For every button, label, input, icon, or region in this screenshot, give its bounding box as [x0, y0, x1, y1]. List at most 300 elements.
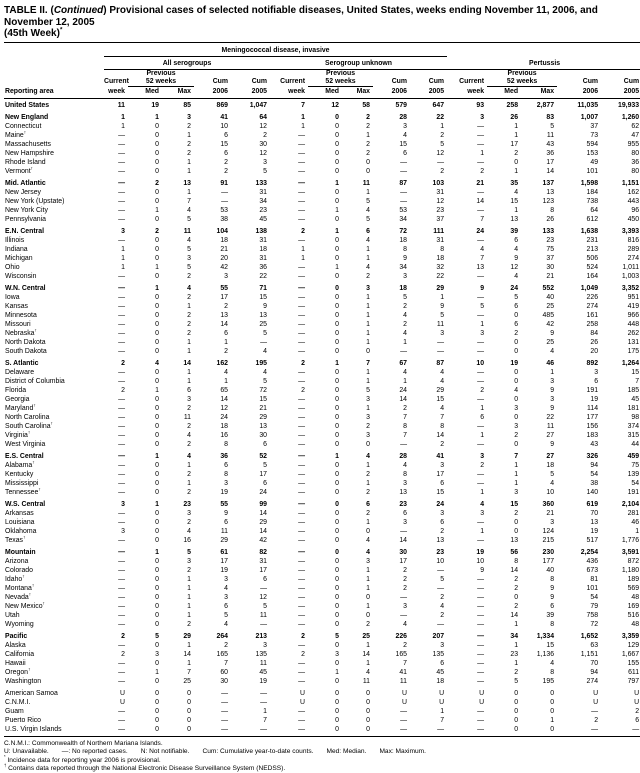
- value-cell: —: [477, 621, 485, 628]
- value-cell: 17: [510, 141, 519, 148]
- reporting-area-cell: Illinois: [5, 237, 25, 244]
- value-cell: 9: [550, 585, 555, 592]
- value-cell: 4: [514, 387, 519, 394]
- value-cell: 2: [187, 441, 191, 448]
- value-cell: 2: [224, 642, 228, 649]
- value-cell: 0: [155, 567, 159, 574]
- value-cell: —: [118, 303, 125, 310]
- value-cell: 264: [216, 633, 228, 640]
- reporting-area-cell: Pennsylvania: [5, 216, 46, 223]
- value-cell: —: [118, 285, 125, 292]
- value-cell: 6: [403, 510, 407, 517]
- value-cell: 104: [216, 228, 228, 235]
- value-cell: 0: [155, 330, 159, 337]
- value-cell: 1: [366, 642, 370, 649]
- value-cell: 24: [436, 501, 445, 508]
- value-cell: 966: [627, 312, 640, 319]
- value-cell: 29: [259, 519, 267, 526]
- value-cell: 2,877: [536, 102, 555, 109]
- table-row: [4, 440, 640, 449]
- value-cell: —: [298, 198, 305, 205]
- value-cell: 0: [155, 603, 159, 610]
- value-cell: 3: [440, 330, 445, 337]
- value-cell: 2: [514, 669, 519, 676]
- value-cell: 1: [514, 621, 519, 628]
- value-cell: 0: [155, 123, 159, 130]
- value-cell: 2: [440, 594, 445, 601]
- value-cell: 15: [259, 294, 267, 301]
- value-cell: 26: [590, 339, 599, 346]
- value-cell: 12: [436, 198, 445, 205]
- value-cell: —: [118, 198, 125, 205]
- value-cell: U: [439, 699, 445, 706]
- legend-cum: Cum: Cumulative year-to-date counts.: [202, 748, 314, 756]
- value-cell: 123: [542, 198, 555, 205]
- table-row: [4, 422, 640, 431]
- value-cell: 3,591: [621, 549, 640, 556]
- value-cell: 48: [631, 621, 640, 628]
- max-label: Max: [521, 86, 557, 98]
- value-cell: —: [298, 369, 305, 376]
- value-cell: 22: [436, 114, 445, 121]
- value-cell: 0: [155, 132, 159, 139]
- value-cell: 0: [335, 414, 339, 421]
- value-cell: —: [118, 603, 125, 610]
- value-cell: 2: [514, 330, 519, 337]
- value-cell: 1,776: [621, 537, 640, 544]
- value-cell: 30: [546, 264, 555, 271]
- value-cell: 0: [155, 423, 159, 430]
- value-cell: 14: [220, 321, 228, 328]
- value-cell: 2: [187, 471, 191, 478]
- value-cell: 17: [546, 159, 555, 166]
- value-cell: 0: [335, 246, 339, 253]
- reporting-area-cell: Michigan: [5, 255, 33, 262]
- value-cell: 0: [514, 159, 519, 166]
- column-group-pertussis: Pertussis: [447, 56, 640, 69]
- value-cell: 3: [514, 405, 519, 412]
- value-cell: 2: [301, 228, 305, 235]
- value-cell: 0: [335, 159, 339, 166]
- value-cell: 0: [155, 294, 159, 301]
- value-cell: 1: [301, 123, 305, 130]
- value-cell: 1: [514, 207, 519, 214]
- value-cell: 4: [514, 273, 519, 280]
- value-cell: 0: [155, 699, 159, 706]
- value-cell: 18: [436, 255, 445, 262]
- reporting-area-cell: Iowa: [5, 294, 20, 301]
- value-cell: 3: [366, 396, 370, 403]
- value-cell: U: [402, 699, 407, 706]
- header-row-current-cum: [4, 78, 640, 87]
- value-cell: 52: [259, 453, 267, 460]
- value-cell: 14: [510, 567, 519, 574]
- value-cell: 1: [335, 207, 339, 214]
- reporting-area-cell: New Hampshire: [5, 150, 55, 157]
- value-cell: 0: [514, 519, 519, 526]
- value-cell: 5: [550, 471, 555, 478]
- value-cell: —: [221, 198, 228, 205]
- value-cell: 611: [628, 669, 640, 676]
- value-cell: 4: [187, 432, 191, 439]
- value-cell: 0: [155, 621, 159, 628]
- value-cell: 3: [514, 489, 519, 496]
- value-cell: 162: [216, 360, 228, 367]
- value-cell: 5: [366, 216, 370, 223]
- value-cell: U: [120, 690, 125, 697]
- value-cell: 4: [440, 369, 445, 376]
- value-cell: 94: [590, 669, 599, 676]
- value-cell: —: [298, 294, 305, 301]
- value-cell: 0: [155, 141, 159, 148]
- table-row: [4, 245, 640, 254]
- value-cell: —: [298, 501, 305, 508]
- value-cell: 2: [121, 360, 125, 367]
- value-cell: 0: [335, 405, 339, 412]
- value-cell: 37: [590, 123, 599, 130]
- table-row: [4, 593, 640, 602]
- value-cell: 11: [117, 102, 125, 109]
- value-cell: 24: [476, 228, 485, 235]
- value-cell: 0: [335, 294, 339, 301]
- value-cell: 7: [301, 102, 305, 109]
- value-cell: 23: [399, 501, 407, 508]
- reporting-area-cell: Colorado: [5, 567, 33, 574]
- value-cell: 1: [187, 585, 191, 592]
- cum-label: Cum: [391, 78, 407, 85]
- value-cell: —: [298, 708, 305, 715]
- value-cell: —: [298, 285, 305, 292]
- value-cell: 1: [335, 228, 339, 235]
- value-cell: 0: [514, 594, 519, 601]
- value-cell: 1: [366, 405, 370, 412]
- reporting-area-cell: S. Atlantic: [5, 360, 39, 367]
- cum-label: Cum: [623, 78, 640, 85]
- value-cell: 11: [546, 423, 555, 430]
- reporting-area-cell: Missouri: [5, 321, 31, 328]
- reporting-area-header: Reporting area: [4, 86, 104, 98]
- table-row: [4, 518, 640, 527]
- value-cell: 0: [366, 528, 370, 535]
- value-cell: 3: [366, 558, 370, 565]
- value-cell: —: [298, 303, 305, 310]
- value-cell: 1,151: [621, 180, 640, 187]
- value-cell: 9: [550, 387, 555, 394]
- value-cell: 2: [366, 510, 370, 517]
- value-cell: 3: [594, 369, 599, 376]
- value-cell: 579: [395, 102, 407, 109]
- value-cell: —: [260, 699, 267, 706]
- value-cell: —: [118, 537, 125, 544]
- week-label: week: [447, 86, 487, 98]
- footnote-legend: [4, 748, 637, 756]
- value-cell: —: [118, 480, 125, 487]
- value-cell: —: [298, 660, 305, 667]
- value-cell: 6: [224, 150, 228, 157]
- table-row: [4, 686, 640, 698]
- value-cell: 1: [187, 339, 191, 346]
- value-cell: 45: [259, 216, 267, 223]
- reporting-area-cell: West Virginia: [5, 441, 46, 448]
- value-cell: 11,035: [577, 102, 599, 109]
- value-cell: 9: [263, 303, 267, 310]
- value-cell: 0: [335, 168, 339, 175]
- value-cell: 4: [403, 621, 407, 628]
- value-cell: 19: [476, 549, 485, 556]
- value-cell: —: [477, 660, 485, 667]
- value-cell: 87: [436, 360, 445, 367]
- reporting-area-cell: Hawaii: [5, 660, 26, 667]
- value-cell: 6: [514, 321, 519, 328]
- value-cell: 138: [255, 228, 267, 235]
- value-cell: 0: [335, 369, 339, 376]
- value-cell: 19: [590, 528, 599, 535]
- value-cell: 2: [366, 471, 370, 478]
- value-cell: 2: [187, 405, 191, 412]
- value-cell: 13: [259, 423, 267, 430]
- value-cell: 2: [224, 159, 228, 166]
- value-cell: 83: [546, 114, 555, 121]
- value-cell: 0: [335, 462, 339, 469]
- value-cell: 647: [432, 102, 445, 109]
- value-cell: 2: [187, 489, 191, 496]
- value-cell: 43: [546, 141, 555, 148]
- value-cell: —: [221, 699, 228, 706]
- value-cell: 1: [155, 207, 159, 214]
- value-cell: 189: [627, 576, 640, 583]
- reporting-area-cell: Mississippi: [5, 480, 39, 487]
- value-cell: —: [477, 669, 485, 676]
- value-cell: 3: [121, 228, 125, 235]
- value-cell: 2: [440, 612, 445, 619]
- value-cell: 87: [399, 180, 407, 187]
- value-cell: 21: [546, 510, 555, 517]
- value-cell: —: [118, 321, 125, 328]
- value-cell: 3: [403, 273, 407, 280]
- value-cell: —: [298, 441, 305, 448]
- value-cell: 71: [259, 285, 267, 292]
- value-cell: 9: [224, 510, 228, 517]
- value-cell: 73: [590, 132, 599, 139]
- value-cell: —: [477, 537, 485, 544]
- value-cell: 80: [631, 150, 640, 157]
- value-cell: —: [410, 725, 447, 737]
- value-cell: 1: [635, 528, 640, 535]
- value-cell: 15: [546, 642, 555, 649]
- value-cell: 215: [542, 537, 555, 544]
- value-cell: 19: [259, 678, 267, 685]
- value-cell: 2: [187, 312, 191, 319]
- value-cell: 4: [155, 360, 159, 367]
- value-cell: 816: [627, 237, 640, 244]
- cum-label: Cum: [212, 78, 228, 85]
- value-cell: 0: [366, 168, 370, 175]
- value-cell: 25: [546, 303, 555, 310]
- value-cell: —: [437, 585, 445, 592]
- value-cell: 0: [155, 717, 159, 724]
- value-cell: 0: [514, 348, 519, 355]
- value-cell: 7: [187, 198, 191, 205]
- value-cell: 6: [635, 717, 640, 724]
- value-cell: 0: [155, 189, 159, 196]
- value-cell: 12: [510, 264, 519, 271]
- value-cell: 0: [514, 528, 519, 535]
- value-cell: 0: [155, 660, 159, 667]
- value-cell: 67: [399, 360, 407, 367]
- value-cell: 0: [335, 660, 339, 667]
- value-cell: 3: [480, 114, 485, 121]
- value-cell: 12: [259, 594, 267, 601]
- value-cell: 0: [335, 510, 339, 517]
- reporting-area-cell: Pacific: [5, 633, 28, 640]
- value-cell: 0: [335, 471, 339, 478]
- value-cell: 11: [362, 180, 370, 187]
- value-cell: 7: [635, 378, 640, 385]
- value-cell: 0: [155, 237, 159, 244]
- value-cell: —: [118, 159, 125, 166]
- value-cell: —: [118, 273, 125, 280]
- table-row: [4, 716, 640, 725]
- value-cell: 7: [514, 453, 519, 460]
- value-cell: U: [439, 690, 445, 697]
- value-cell: 315: [627, 432, 640, 439]
- value-cell: 0: [155, 246, 159, 253]
- value-cell: 1: [335, 669, 339, 676]
- value-cell: —: [477, 348, 485, 355]
- value-cell: —: [118, 585, 125, 592]
- value-cell: 0: [155, 471, 159, 478]
- value-cell: 1: [366, 567, 370, 574]
- value-cell: 20: [590, 348, 599, 355]
- reporting-area-cell: Utah: [5, 612, 20, 619]
- value-cell: —: [400, 159, 407, 166]
- value-cell: 0: [335, 690, 339, 697]
- value-cell: U: [479, 690, 485, 697]
- value-cell: 5: [366, 198, 370, 205]
- reporting-area-cell: Tennessee†: [5, 488, 41, 496]
- reporting-area-cell: Maryland†: [5, 404, 36, 412]
- value-cell: 6: [594, 378, 599, 385]
- value-cell: 18: [220, 423, 228, 430]
- value-cell: —: [118, 423, 125, 430]
- value-cell: 0: [155, 312, 159, 319]
- value-cell: 2: [224, 168, 228, 175]
- value-cell: 13: [590, 519, 599, 526]
- value-cell: 80: [631, 168, 640, 175]
- value-cell: —: [260, 690, 267, 697]
- value-cell: —: [118, 312, 125, 319]
- value-cell: —: [298, 312, 305, 319]
- value-cell: 24: [399, 387, 407, 394]
- value-cell: —: [118, 567, 125, 574]
- value-cell: 131: [627, 339, 640, 346]
- value-cell: 0: [335, 321, 339, 328]
- value-cell: 213: [255, 633, 267, 640]
- value-cell: 165: [216, 651, 228, 658]
- value-cell: 1,151: [580, 651, 599, 658]
- value-cell: 31: [436, 237, 445, 244]
- value-cell: 6: [224, 462, 228, 469]
- value-cell: 1: [366, 246, 370, 253]
- value-cell: 3: [187, 510, 191, 517]
- value-cell: 872: [627, 558, 640, 565]
- value-cell: 93: [476, 102, 485, 109]
- value-cell: 38: [220, 216, 228, 223]
- value-cell: 140: [586, 489, 599, 496]
- value-cell: 0: [155, 168, 159, 175]
- value-cell: 2: [187, 141, 191, 148]
- value-cell: 5: [187, 246, 191, 253]
- value-cell: 13: [546, 189, 555, 196]
- value-cell: —: [118, 396, 125, 403]
- value-cell: 14: [183, 651, 191, 658]
- value-cell: 2: [366, 114, 370, 121]
- reporting-area-cell: New York City: [5, 207, 48, 214]
- value-cell: 38: [590, 480, 599, 487]
- value-cell: 181: [627, 405, 640, 412]
- value-cell: 2,104: [621, 501, 640, 508]
- value-cell: 41: [436, 453, 445, 460]
- value-cell: —: [591, 708, 599, 715]
- value-cell: 3,359: [621, 633, 640, 640]
- value-cell: 0: [155, 348, 159, 355]
- value-cell: 2: [514, 576, 519, 583]
- value-cell: 7: [440, 717, 445, 724]
- value-cell: —: [298, 678, 305, 685]
- value-cell: 2: [301, 387, 305, 394]
- value-cell: 2: [187, 567, 191, 574]
- value-cell: —: [400, 717, 407, 724]
- value-cell: 4: [187, 207, 191, 214]
- reporting-area-cell: Puerto Rico: [5, 717, 42, 724]
- reporting-area-cell: Washington: [5, 678, 42, 685]
- value-cell: —: [477, 480, 485, 487]
- table-row: [4, 641, 640, 650]
- value-cell: 139: [627, 471, 640, 478]
- value-cell: 31: [259, 189, 267, 196]
- value-cell: 1: [187, 642, 191, 649]
- value-cell: 6: [514, 237, 519, 244]
- value-cell: —: [400, 612, 407, 619]
- value-cell: 4: [403, 312, 407, 319]
- value-cell: 2: [187, 423, 191, 430]
- reporting-area-cell: North Dakota: [5, 339, 46, 346]
- value-cell: —: [118, 339, 125, 346]
- value-cell: 6: [224, 519, 228, 526]
- table-row: [4, 449, 640, 461]
- value-cell: 213: [586, 246, 599, 253]
- value-cell: 0: [366, 348, 370, 355]
- table-row: [4, 620, 640, 629]
- reporting-area-cell: Georgia: [5, 396, 30, 403]
- reporting-area-cell: Oklahoma: [5, 528, 37, 535]
- value-cell: 0: [155, 558, 159, 565]
- value-cell: 1: [514, 480, 519, 487]
- value-cell: 436: [586, 558, 599, 565]
- value-cell: 0: [155, 378, 159, 385]
- value-cell: 4: [440, 405, 445, 412]
- value-cell: 19: [220, 489, 228, 496]
- value-cell: —: [231, 725, 270, 737]
- value-cell: —: [400, 441, 407, 448]
- value-cell: 53: [399, 207, 407, 214]
- value-cell: —: [400, 594, 407, 601]
- reporting-area-cell: New York (Upstate): [5, 198, 65, 205]
- cum-label: Cum: [582, 78, 599, 85]
- value-cell: 0: [335, 612, 339, 619]
- value-cell: 1: [514, 660, 519, 667]
- value-cell: —: [477, 369, 485, 376]
